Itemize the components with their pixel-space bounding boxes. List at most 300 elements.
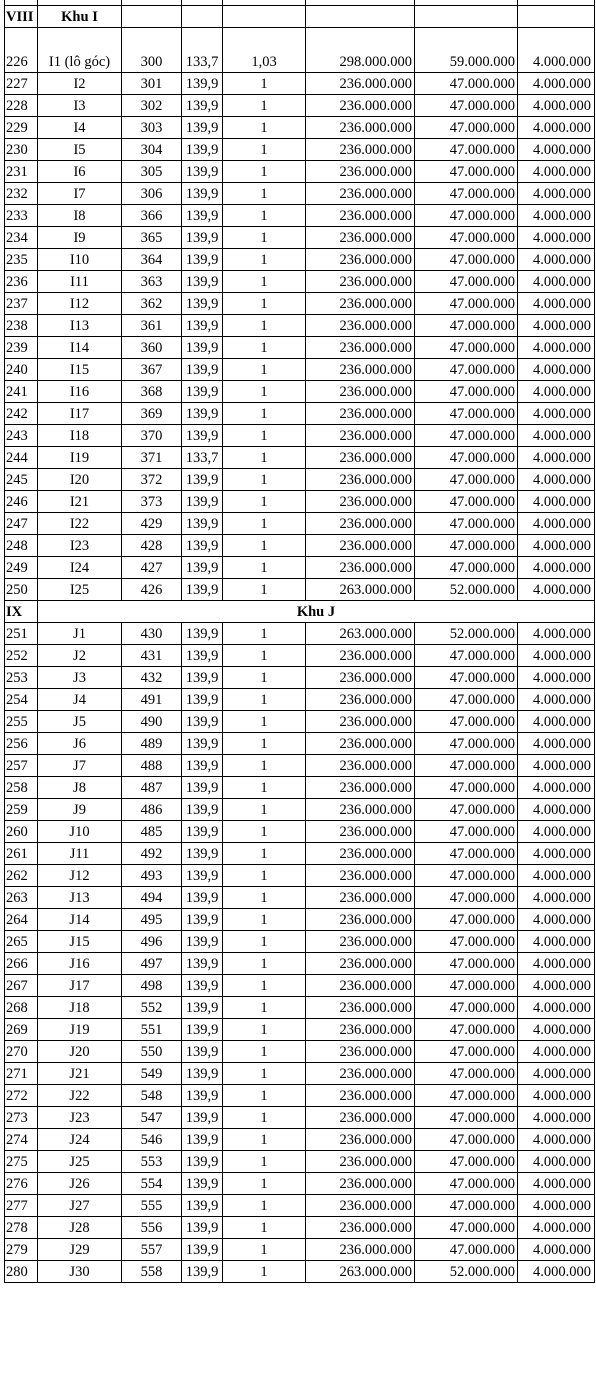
cell-deposit: 47.000.000	[415, 1019, 518, 1041]
table-row	[5, 535, 595, 557]
cell-deposit: 47.000.000	[415, 403, 518, 425]
cell-plot-number: 305	[122, 161, 182, 183]
cell-land-price: 236.000.000	[306, 557, 415, 579]
cell-fee: 4.000.000	[518, 28, 595, 73]
cell-deposit: 47.000.000	[415, 315, 518, 337]
cell-deposit: 47.000.000	[415, 777, 518, 799]
table-row	[5, 1195, 595, 1217]
cell-area: 139,9	[182, 1173, 223, 1195]
cell-plot-number: 430	[122, 623, 182, 645]
cell-fee: 4.000.000	[518, 293, 595, 315]
cell-deposit: 47.000.000	[415, 1239, 518, 1261]
cell-coefficient: 1	[223, 1217, 306, 1239]
cell-plot-number: 429	[122, 513, 182, 535]
cell-row-number: 277	[5, 1195, 38, 1217]
cell-fee: 4.000.000	[518, 381, 595, 403]
cell-land-price: 236.000.000	[306, 865, 415, 887]
cell-row-number: 263	[5, 887, 38, 909]
cell-deposit: 47.000.000	[415, 887, 518, 909]
cell-deposit: 47.000.000	[415, 161, 518, 183]
cell-area: 139,9	[182, 381, 223, 403]
table-row	[5, 777, 595, 799]
cell-area: 139,9	[182, 491, 223, 513]
land-price-table	[4, 0, 595, 1283]
cell-deposit: 47.000.000	[415, 557, 518, 579]
cell-area: 139,9	[182, 755, 223, 777]
cell-area: 139,9	[182, 315, 223, 337]
cell-row-number: 271	[5, 1063, 38, 1085]
cell-coefficient: 1	[223, 667, 306, 689]
cell-area: 139,9	[182, 931, 223, 953]
cell-plot-number: 360	[122, 337, 182, 359]
cell-coefficient: 1	[223, 1041, 306, 1063]
table-row	[5, 667, 595, 689]
cell-lot-code: I7	[38, 183, 122, 205]
cell-lot-code: J11	[38, 843, 122, 865]
cell-fee: 4.000.000	[518, 623, 595, 645]
cell-area: 139,9	[182, 1195, 223, 1217]
cell-row-number: 260	[5, 821, 38, 843]
cell-row-number: 231	[5, 161, 38, 183]
cell-plot-number: 547	[122, 1107, 182, 1129]
cell-area: 139,9	[182, 975, 223, 997]
cell-lot-code: J13	[38, 887, 122, 909]
cell-row-number: 244	[5, 447, 38, 469]
cell-plot-number: 489	[122, 733, 182, 755]
cell-plot-number: 548	[122, 1085, 182, 1107]
cell-row-number: 248	[5, 535, 38, 557]
cell-area: 139,9	[182, 205, 223, 227]
cell-fee: 4.000.000	[518, 843, 595, 865]
cell-row-number: 269	[5, 1019, 38, 1041]
cell-coefficient: 1	[223, 95, 306, 117]
cell-coefficient: 1	[223, 1019, 306, 1041]
cell-fee: 4.000.000	[518, 733, 595, 755]
cell-land-price: 236.000.000	[306, 689, 415, 711]
table-row	[5, 95, 595, 117]
cell-coefficient: 1	[223, 623, 306, 645]
cell-area: 139,9	[182, 579, 223, 601]
cell-coefficient: 1	[223, 447, 306, 469]
cell-coefficient: 1	[223, 1085, 306, 1107]
cell-plot-number: 551	[122, 1019, 182, 1041]
cell-row-number: 274	[5, 1129, 38, 1151]
cell-lot-code: I19	[38, 447, 122, 469]
cell-area: 139,9	[182, 227, 223, 249]
cell-lot-code: I16	[38, 381, 122, 403]
cell-area: 139,9	[182, 1063, 223, 1085]
cell-land-price: 236.000.000	[306, 1217, 415, 1239]
table-row	[5, 139, 595, 161]
cell-lot-code: I24	[38, 557, 122, 579]
cell-plot-number: 495	[122, 909, 182, 931]
cell-row-number: 241	[5, 381, 38, 403]
cell-deposit: 47.000.000	[415, 139, 518, 161]
cell-row-number: 239	[5, 337, 38, 359]
cell-coefficient: 1	[223, 117, 306, 139]
cell-fee: 4.000.000	[518, 1217, 595, 1239]
cell-deposit: 47.000.000	[415, 1085, 518, 1107]
cell-plot-number: 493	[122, 865, 182, 887]
cell-plot-number: 371	[122, 447, 182, 469]
cell-deposit: 47.000.000	[415, 513, 518, 535]
cell-fee: 4.000.000	[518, 755, 595, 777]
cell-deposit: 47.000.000	[415, 997, 518, 1019]
cell-lot-code: J26	[38, 1173, 122, 1195]
cell-area: 139,9	[182, 1107, 223, 1129]
cell-area: 139,9	[182, 799, 223, 821]
cell-land-price: 236.000.000	[306, 117, 415, 139]
cell-fee: 4.000.000	[518, 183, 595, 205]
table-row	[5, 953, 595, 975]
cell-coefficient: 1	[223, 645, 306, 667]
cell-coefficient: 1	[223, 1107, 306, 1129]
cell-coefficient: 1	[223, 777, 306, 799]
cell-coefficient: 1	[223, 1151, 306, 1173]
cell-land-price: 236.000.000	[306, 887, 415, 909]
cell-fee: 4.000.000	[518, 117, 595, 139]
cell-plot-number: 546	[122, 1129, 182, 1151]
cell-coefficient: 1	[223, 579, 306, 601]
cell-row-number: 267	[5, 975, 38, 997]
cell-lot-code: I17	[38, 403, 122, 425]
cell-coefficient: 1	[223, 205, 306, 227]
table-row	[5, 931, 595, 953]
cell-land-price: 236.000.000	[306, 1151, 415, 1173]
cell-coefficient: 1	[223, 337, 306, 359]
cell-land-price: 236.000.000	[306, 315, 415, 337]
cell-fee: 4.000.000	[518, 887, 595, 909]
cell-land-price: 236.000.000	[306, 95, 415, 117]
cell-deposit: 47.000.000	[415, 425, 518, 447]
cell-fee: 4.000.000	[518, 909, 595, 931]
table-row	[5, 359, 595, 381]
cell-deposit: 47.000.000	[415, 689, 518, 711]
table-row	[5, 755, 595, 777]
cell-deposit: 47.000.000	[415, 183, 518, 205]
cell-land-price: 263.000.000	[306, 579, 415, 601]
cell-fee: 4.000.000	[518, 1151, 595, 1173]
cell-coefficient: 1	[223, 953, 306, 975]
cell-land-price: 236.000.000	[306, 997, 415, 1019]
cell-row-number: 255	[5, 711, 38, 733]
cell-row-number: 246	[5, 491, 38, 513]
cell-area: 139,9	[182, 623, 223, 645]
cell-area: 139,9	[182, 997, 223, 1019]
cell-land-price: 236.000.000	[306, 513, 415, 535]
cell-land-price: 236.000.000	[306, 953, 415, 975]
cell-land-price: 236.000.000	[306, 931, 415, 953]
table-row	[5, 403, 595, 425]
cell-area: 139,9	[182, 249, 223, 271]
cell-land-price: 236.000.000	[306, 755, 415, 777]
cell-plot-number: 486	[122, 799, 182, 821]
section-header-row	[5, 6, 595, 28]
cell-lot-code: I5	[38, 139, 122, 161]
cell-row-number: 261	[5, 843, 38, 865]
cell-row-number: 268	[5, 997, 38, 1019]
cell-area: 139,9	[182, 711, 223, 733]
cell-deposit: 47.000.000	[415, 337, 518, 359]
cell-lot-code: I12	[38, 293, 122, 315]
cell-land-price: 236.000.000	[306, 843, 415, 865]
cell-fee: 4.000.000	[518, 997, 595, 1019]
cell-row-number: 228	[5, 95, 38, 117]
cell-row-number: 251	[5, 623, 38, 645]
cell-coefficient: 1	[223, 909, 306, 931]
cell-coefficient: 1	[223, 1239, 306, 1261]
cell-land-price: 236.000.000	[306, 1063, 415, 1085]
cell-land-price: 236.000.000	[306, 1173, 415, 1195]
table-row	[5, 1239, 595, 1261]
cell-fee: 4.000.000	[518, 1107, 595, 1129]
cell-plot-number: 558	[122, 1261, 182, 1283]
cell-deposit: 47.000.000	[415, 755, 518, 777]
cell-fee: 4.000.000	[518, 227, 595, 249]
cell-deposit: 47.000.000	[415, 931, 518, 953]
cell-row-number: 257	[5, 755, 38, 777]
cell-deposit: 47.000.000	[415, 249, 518, 271]
cell-row-number: 276	[5, 1173, 38, 1195]
cell-coefficient: 1	[223, 293, 306, 315]
cell-plot-number: 365	[122, 227, 182, 249]
cell-land-price: 236.000.000	[306, 139, 415, 161]
cell-row-number: 264	[5, 909, 38, 931]
cell-plot-number: 362	[122, 293, 182, 315]
cell-deposit: 47.000.000	[415, 271, 518, 293]
cell-lot-code: I3	[38, 95, 122, 117]
table-row	[5, 161, 595, 183]
table-row	[5, 843, 595, 865]
table-row	[5, 249, 595, 271]
cell-area: 139,9	[182, 337, 223, 359]
table-row	[5, 711, 595, 733]
cell-row-number: 233	[5, 205, 38, 227]
cell-row-number: 272	[5, 1085, 38, 1107]
table-row	[5, 447, 595, 469]
cell-plot-number: 550	[122, 1041, 182, 1063]
cell-coefficient: 1	[223, 843, 306, 865]
cell-lot-code: I21	[38, 491, 122, 513]
cell-lot-code: J25	[38, 1151, 122, 1173]
cell-lot-code: J15	[38, 931, 122, 953]
cell-coefficient: 1	[223, 975, 306, 997]
cell-area: 139,9	[182, 667, 223, 689]
table-row	[5, 1041, 595, 1063]
cell-area: 139,9	[182, 271, 223, 293]
cell-land-price: 236.000.000	[306, 359, 415, 381]
cell-lot-code: J19	[38, 1019, 122, 1041]
cell-land-price: 236.000.000	[306, 447, 415, 469]
cell-fee: 4.000.000	[518, 249, 595, 271]
table-body	[5, 0, 595, 1283]
cell-fee: 4.000.000	[518, 667, 595, 689]
cell-land-price: 236.000.000	[306, 271, 415, 293]
cell-land-price: 236.000.000	[306, 535, 415, 557]
cell-area: 139,9	[182, 359, 223, 381]
cell-row-number: 245	[5, 469, 38, 491]
cell-land-price: 236.000.000	[306, 711, 415, 733]
cell-deposit: 47.000.000	[415, 821, 518, 843]
cell-land-price: 236.000.000	[306, 1107, 415, 1129]
cell-deposit: 47.000.000	[415, 975, 518, 997]
cell-deposit: 47.000.000	[415, 117, 518, 139]
cell-area: 139,9	[182, 1151, 223, 1173]
cell-plot-number: 301	[122, 73, 182, 95]
cell-deposit: 47.000.000	[415, 1063, 518, 1085]
cell-plot-number: 431	[122, 645, 182, 667]
cell-coefficient: 1	[223, 799, 306, 821]
cell-land-price: 236.000.000	[306, 403, 415, 425]
cell-land-price: 236.000.000	[306, 205, 415, 227]
cell-coefficient: 1	[223, 315, 306, 337]
table-row	[5, 425, 595, 447]
cell-fee: 4.000.000	[518, 777, 595, 799]
cell-area: 139,9	[182, 865, 223, 887]
cell-deposit: 47.000.000	[415, 1173, 518, 1195]
table-row	[5, 975, 595, 997]
cell-row-number: 236	[5, 271, 38, 293]
cell-row-number: 237	[5, 293, 38, 315]
cell-land-price: 263.000.000	[306, 1261, 415, 1283]
cell-area: 139,9	[182, 1085, 223, 1107]
section-roman-numeral: IX	[5, 601, 38, 623]
cell-land-price: 263.000.000	[306, 623, 415, 645]
cell-fee: 4.000.000	[518, 513, 595, 535]
cell-deposit: 47.000.000	[415, 469, 518, 491]
table-row	[5, 579, 595, 601]
cell-deposit: 52.000.000	[415, 579, 518, 601]
cell-coefficient: 1	[223, 1195, 306, 1217]
table-row	[5, 28, 595, 73]
cell-land-price: 236.000.000	[306, 381, 415, 403]
cell-lot-code: I20	[38, 469, 122, 491]
cell-coefficient: 1	[223, 249, 306, 271]
cell-area: 139,9	[182, 777, 223, 799]
cell-lot-code: J29	[38, 1239, 122, 1261]
table-row	[5, 183, 595, 205]
table-row	[5, 513, 595, 535]
cell-land-price: 236.000.000	[306, 1041, 415, 1063]
cell-row-number: 254	[5, 689, 38, 711]
cell-lot-code: I2	[38, 73, 122, 95]
cell-deposit: 47.000.000	[415, 293, 518, 315]
cell-plot-number: 498	[122, 975, 182, 997]
cell-area: 133,7	[182, 447, 223, 469]
cell-row-number: 278	[5, 1217, 38, 1239]
cell-land-price: 236.000.000	[306, 227, 415, 249]
table-row	[5, 821, 595, 843]
cell-fee: 4.000.000	[518, 447, 595, 469]
cell-fee: 4.000.000	[518, 799, 595, 821]
section-title: Khu J	[38, 601, 595, 623]
cell-area: 139,9	[182, 1041, 223, 1063]
cell-coefficient: 1,03	[223, 28, 306, 73]
cell-plot-number: 303	[122, 117, 182, 139]
cell-plot-number: 373	[122, 491, 182, 513]
cell-deposit: 47.000.000	[415, 1195, 518, 1217]
table-row	[5, 1261, 595, 1283]
cell-deposit: 47.000.000	[415, 953, 518, 975]
cell-row-number: 279	[5, 1239, 38, 1261]
cell-deposit: 47.000.000	[415, 1129, 518, 1151]
cell-coefficient: 1	[223, 821, 306, 843]
table-row	[5, 1151, 595, 1173]
cell-land-price: 236.000.000	[306, 337, 415, 359]
cell-coefficient: 1	[223, 535, 306, 557]
table-row	[5, 337, 595, 359]
cell-area: 133,7	[182, 28, 223, 73]
cell-lot-code: J28	[38, 1217, 122, 1239]
cell-plot-number: 428	[122, 535, 182, 557]
cell-lot-code: J5	[38, 711, 122, 733]
cell-deposit: 47.000.000	[415, 865, 518, 887]
cell-deposit: 59.000.000	[415, 28, 518, 73]
cell-lot-code: J17	[38, 975, 122, 997]
cell-row-number: 247	[5, 513, 38, 535]
cell-deposit: 47.000.000	[415, 667, 518, 689]
cell-area: 139,9	[182, 161, 223, 183]
cell-fee: 4.000.000	[518, 1195, 595, 1217]
table-row	[5, 271, 595, 293]
cell-coefficient: 1	[223, 491, 306, 513]
cell-area: 139,9	[182, 425, 223, 447]
cell-plot-number: 427	[122, 557, 182, 579]
cell-land-price: 236.000.000	[306, 161, 415, 183]
cell-coefficient: 1	[223, 227, 306, 249]
cell-lot-code: J16	[38, 953, 122, 975]
cell-plot-number: 485	[122, 821, 182, 843]
cell-deposit: 47.000.000	[415, 381, 518, 403]
cell-coefficient: 1	[223, 161, 306, 183]
cell-fee: 4.000.000	[518, 865, 595, 887]
cell-fee: 4.000.000	[518, 579, 595, 601]
cell-land-price: 236.000.000	[306, 491, 415, 513]
cell-coefficient: 1	[223, 403, 306, 425]
cell-plot-number: 363	[122, 271, 182, 293]
cell-fee: 4.000.000	[518, 337, 595, 359]
cell-plot-number: 490	[122, 711, 182, 733]
table-row	[5, 865, 595, 887]
cell-plot-number: 496	[122, 931, 182, 953]
cell-area: 139,9	[182, 1261, 223, 1283]
cell-coefficient: 1	[223, 139, 306, 161]
cell-land-price: 236.000.000	[306, 821, 415, 843]
cell-row-number: 230	[5, 139, 38, 161]
cell-plot-number: 491	[122, 689, 182, 711]
cell-fee: 4.000.000	[518, 95, 595, 117]
cell-coefficient: 1	[223, 425, 306, 447]
cell-coefficient: 1	[223, 689, 306, 711]
cell-lot-code: J30	[38, 1261, 122, 1283]
table-row	[5, 623, 595, 645]
cell-fee: 4.000.000	[518, 359, 595, 381]
cell-lot-code: I4	[38, 117, 122, 139]
cell-coefficient: 1	[223, 73, 306, 95]
cell-fee: 4.000.000	[518, 1261, 595, 1283]
table-row	[5, 1107, 595, 1129]
cell-land-price: 236.000.000	[306, 469, 415, 491]
cell-lot-code: J6	[38, 733, 122, 755]
cell-coefficient: 1	[223, 271, 306, 293]
cell-plot-number: 364	[122, 249, 182, 271]
cell-lot-code: I11	[38, 271, 122, 293]
cell-plot-number: 494	[122, 887, 182, 909]
cell-land-price: 236.000.000	[306, 293, 415, 315]
cell-lot-code: I23	[38, 535, 122, 557]
cell-plot-number: 367	[122, 359, 182, 381]
table-row	[5, 205, 595, 227]
